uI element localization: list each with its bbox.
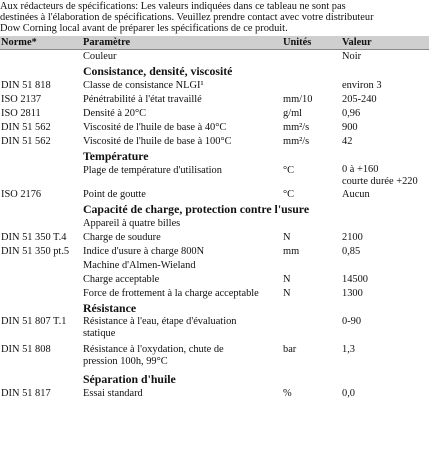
cell-unit (282, 50, 341, 65)
cell-unit: % (283, 388, 292, 399)
cell-param: Essai standard (83, 388, 143, 399)
cell-param: Indice d'usure à charge 800N (83, 246, 205, 257)
cell-norm (0, 217, 82, 231)
cell-norm (0, 50, 82, 65)
table-row (0, 316, 429, 344)
section-spacer (0, 64, 82, 79)
param-line: Résistance à l'eau, étape d'évaluation (83, 316, 237, 327)
param-line: pression 100h, 99°C (83, 356, 168, 367)
cell-unit: N (283, 274, 291, 285)
cell-value: 14500 (342, 274, 368, 285)
section-title: Capacité de charge, protection contre l'usure (83, 202, 310, 216)
cell-norm: DIN 51 350 pt.5 (1, 246, 70, 257)
cell-param: Point de goutte (83, 189, 146, 200)
cell-norm: ISO 2811 (1, 108, 41, 119)
cell-value: Noir (342, 51, 362, 62)
column-header-unit: Unités (282, 36, 341, 50)
cell-param: Charge de soudure (83, 232, 161, 243)
cell-norm: DIN 51 562 (1, 122, 51, 133)
cell-unit (282, 217, 341, 231)
cell-norm: DIN 51 818 (1, 80, 51, 91)
cell-param: Plage de température d'utilisation (83, 165, 222, 176)
cell-value: 1300 (342, 288, 363, 299)
cell-param: Viscosité de l'huile de base à 40°C (83, 122, 227, 133)
cell-value: 0-90 (342, 316, 362, 327)
cell-value: 1,3 (342, 344, 355, 355)
section-header-row (0, 149, 429, 164)
cell-value: 0,0 (342, 388, 355, 399)
table-row (0, 107, 429, 121)
cell-unit: g/ml (283, 108, 303, 119)
table-row (0, 79, 429, 93)
cell-norm: DIN 51 350 T.4 (1, 232, 67, 243)
cell-unit (282, 79, 341, 93)
cell-param: Viscosité de l'huile de base à 100°C (83, 136, 232, 147)
cell-param: Appareil à quatre billes (83, 218, 181, 229)
cell-value: 2100 (342, 232, 363, 243)
table-row (0, 217, 429, 231)
cell-norm: DIN 51 817 (1, 388, 51, 399)
intro-line: Dow Corning local avant de préparer les spécifications de ce produit. (0, 23, 288, 34)
table-row (0, 344, 429, 372)
spec-table (0, 36, 429, 401)
cell-unit: °C (283, 165, 295, 176)
cell-norm: ISO 2176 (1, 189, 42, 200)
section-header-row (0, 301, 429, 316)
cell-param: Densité à 20°C (83, 108, 147, 119)
table-row (0, 245, 429, 259)
table-row (0, 121, 429, 135)
table-header-row (0, 36, 429, 50)
param-line: statique (83, 328, 116, 339)
cell-unit: N (283, 232, 291, 243)
cell-norm (0, 164, 82, 188)
cell-param: Classe de consistance NLGI¹ (83, 80, 204, 91)
section-title: Température (83, 149, 149, 163)
cell-value (341, 217, 429, 231)
cell-unit (282, 259, 341, 273)
cell-norm: DIN 51 807 T.1 (1, 316, 67, 327)
cell-unit: mm/10 (283, 94, 313, 105)
cell-param (82, 344, 282, 372)
table-row (0, 287, 429, 301)
cell-unit: mm²/s (283, 122, 310, 133)
cell-norm (0, 259, 82, 273)
table-row (0, 164, 429, 188)
cell-unit: mm²/s (283, 136, 310, 147)
cell-value (341, 164, 429, 188)
cell-norm: DIN 51 808 (1, 344, 51, 355)
cell-param: Machine d'Almen-Wieland (83, 260, 196, 271)
column-header-value: Valeur (341, 36, 429, 50)
table-row (0, 259, 429, 273)
cell-value: 205-240 (342, 94, 377, 105)
section-spacer (0, 301, 82, 316)
column-header-norm: Norme* (0, 36, 82, 50)
param-line: Résistance à l'oxydation, chute de (83, 344, 224, 355)
cell-value (341, 259, 429, 273)
cell-value: 0,96 (342, 108, 361, 119)
spec-table-body (0, 50, 429, 402)
cell-value: 42 (342, 136, 353, 147)
cell-value: 900 (342, 122, 358, 133)
cell-value: 0,85 (342, 246, 361, 257)
section-spacer (0, 149, 82, 164)
cell-value: Aucun (342, 189, 370, 200)
cell-unit: N (283, 288, 291, 299)
section-title: Séparation d'huile (83, 372, 176, 386)
cell-param: Force de frottement à la charge acceptable (83, 288, 259, 299)
column-header-param: Paramètre (82, 36, 282, 50)
intro-line: Aux rédacteurs de spécifications: Les valeurs indiquées dans ce tableau ne sont pas (0, 1, 346, 12)
intro-note (0, 1, 428, 34)
table-row (0, 387, 429, 401)
table-row (0, 188, 429, 202)
section-header-row (0, 202, 429, 217)
cell-unit: °C (283, 189, 295, 200)
cell-unit: mm (283, 246, 300, 257)
value-line: courte durée +220 (342, 176, 418, 187)
table-row (0, 50, 429, 65)
section-spacer (0, 372, 82, 387)
table-row (0, 231, 429, 245)
cell-param: Pénétrabilité à l'état travaillé (83, 94, 202, 105)
cell-norm: DIN 51 562 (1, 136, 51, 147)
section-header-row (0, 372, 429, 387)
cell-unit: bar (283, 344, 297, 355)
section-spacer (0, 202, 82, 217)
section-header-row (0, 64, 429, 79)
cell-param: Couleur (83, 51, 117, 62)
cell-param (82, 316, 282, 344)
value-line: 0 à +160 (342, 164, 379, 175)
table-row (0, 135, 429, 149)
cell-norm (0, 273, 82, 287)
cell-unit (282, 316, 341, 344)
intro-line: destinées à l'élaboration de spécifications. Veuillez prendre contact avec votre distributeur (0, 12, 374, 23)
table-row (0, 93, 429, 107)
cell-norm (0, 287, 82, 301)
section-title: Résistance (83, 301, 137, 315)
cell-param: Charge acceptable (83, 274, 160, 285)
cell-value: environ 3 (342, 80, 382, 91)
table-row (0, 273, 429, 287)
cell-norm: ISO 2137 (1, 94, 42, 105)
section-title: Consistance, densité, viscosité (83, 64, 233, 78)
